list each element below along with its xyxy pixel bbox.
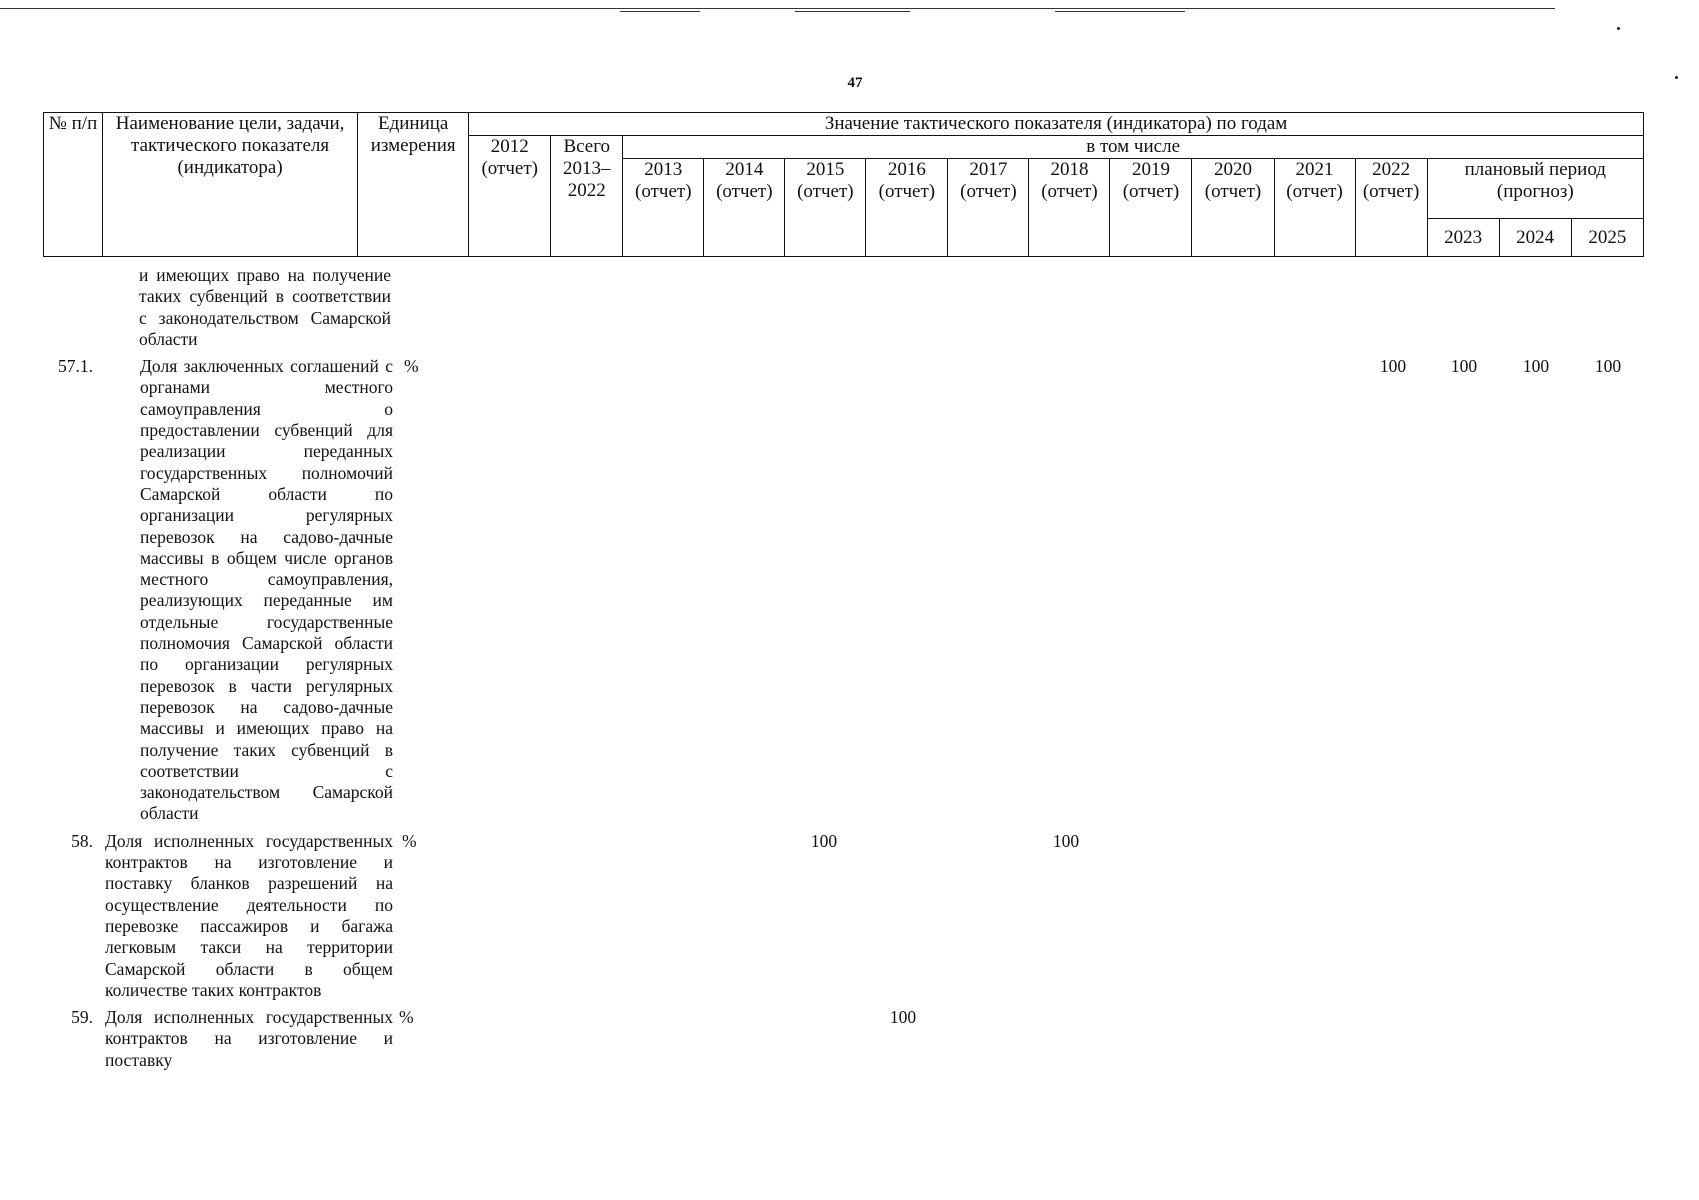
- year-label: 2021: [1295, 159, 1334, 180]
- year-note: (отчет): [960, 181, 1017, 202]
- header-unit: Единица измерения: [358, 113, 469, 257]
- header-year-2013: [623, 159, 704, 257]
- scan-edge-line: [620, 11, 700, 12]
- unit-cell: %: [404, 356, 419, 377]
- table-row: [40, 265, 1644, 350]
- header-year-2022: [1355, 159, 1427, 257]
- header-year-2020: [1192, 159, 1274, 257]
- value-2018: 100: [1052, 830, 1080, 851]
- unit-cell: %: [402, 830, 417, 851]
- year-label: 2017: [969, 159, 1008, 180]
- year-note: (отчет): [878, 181, 936, 202]
- header-year-2024: 2024: [1499, 219, 1571, 257]
- header-year-2017: [948, 159, 1029, 257]
- year-label: 2016: [887, 159, 926, 180]
- header-year-2023: 2023: [1427, 219, 1499, 257]
- header-year-2015: [785, 159, 866, 257]
- header-planned: плановый период (прогноз): [1427, 159, 1643, 219]
- year-label: 2015: [806, 159, 845, 180]
- year-note: (отчет): [635, 181, 692, 202]
- scan-edge-line: [795, 11, 910, 12]
- value-2015: 100: [810, 830, 838, 851]
- scan-edge-line: [1055, 11, 1185, 12]
- header-year-2012: [469, 136, 551, 257]
- header-name: Наименование цели, задачи, тактического показателя (индикатора): [103, 113, 358, 257]
- indicator-name: Доля исполненных государственных контрактов на изготовление и поставку: [105, 1007, 393, 1070]
- page-number: 47: [847, 75, 863, 91]
- header-year-2021: [1274, 159, 1355, 257]
- year-note: (отчет): [1041, 181, 1098, 202]
- table-body: [43, 265, 1644, 1071]
- row-number: 59.: [71, 1007, 93, 1028]
- row-number: 57.1.: [58, 356, 93, 377]
- indicator-name: Доля исполненных государственных контрактов на изготовление и поставку бланков разрешений на осуществление деятельности по перевозке пассажиров и багажа легковым такси на территории Самарской области в общем количестве таких контрактов: [105, 830, 393, 1000]
- year-note: (отчет): [1286, 181, 1343, 202]
- scan-edge-line: [0, 8, 1555, 9]
- value-2025: 100: [1594, 356, 1622, 377]
- value-2024: 100: [1522, 356, 1550, 377]
- header-year-2016: [866, 159, 948, 257]
- total-range: 2013–2022: [563, 158, 611, 201]
- scan-speck: [1617, 27, 1620, 30]
- year-note: (отчет): [1362, 181, 1420, 202]
- indicator-name: Доля заключенных соглашений с органами местного самоуправления о предоставлении субвенций для реализации переданных государственных полномочий Самарской области по организации регулярных перевозок на садово-дачные массивы в общем числе органов местного самоуправления, реализующих переданные им отдельные государственные полномочия Самарской области по организации регулярных перевозок в части регулярных перевозок на садово-дачные массивы и имеющих право на получение таких субвенций в соответствии с законодательством Самарской области: [140, 356, 393, 824]
- total-label: Всего: [563, 136, 611, 157]
- year-note: (отчет): [1122, 181, 1180, 202]
- header-year-2018: [1029, 159, 1110, 257]
- value-2016: 100: [889, 1007, 917, 1028]
- header-in-that: в том числе: [623, 136, 1644, 159]
- value-2023: 100: [1450, 356, 1478, 377]
- table-row: [43, 1007, 1644, 1071]
- table-header: [43, 112, 1644, 257]
- header-num: № п/п: [44, 113, 103, 257]
- year-label: 2022: [1372, 159, 1411, 180]
- year-label: 2018: [1050, 159, 1089, 180]
- year-label: 2020: [1214, 159, 1252, 180]
- row-number: 58.: [71, 830, 93, 851]
- year-note: (отчет): [1204, 181, 1262, 202]
- header-values: Значение тактического показателя (индикатора) по годам: [469, 113, 1644, 136]
- year-label: 2012: [490, 136, 529, 157]
- year-label: 2014: [725, 159, 764, 180]
- table-row: [43, 831, 1644, 1001]
- header-year-2019: [1110, 159, 1192, 257]
- year-note: (отчет): [797, 181, 854, 202]
- year-note: (отчет): [716, 181, 773, 202]
- year-label: 2019: [1131, 159, 1170, 180]
- indicator-name: и имеющих право на получение таких субвенций в соответствии с законодательством Самарской области: [139, 265, 391, 349]
- header-year-2014: [704, 159, 785, 257]
- value-2022: 100: [1379, 356, 1407, 377]
- year-label: 2013: [644, 159, 683, 180]
- year-note: (отчет): [481, 158, 538, 179]
- table-row: [43, 356, 1644, 825]
- header-year-2025: 2025: [1571, 219, 1643, 257]
- unit-cell: %: [399, 1007, 414, 1028]
- header-total: [551, 136, 623, 257]
